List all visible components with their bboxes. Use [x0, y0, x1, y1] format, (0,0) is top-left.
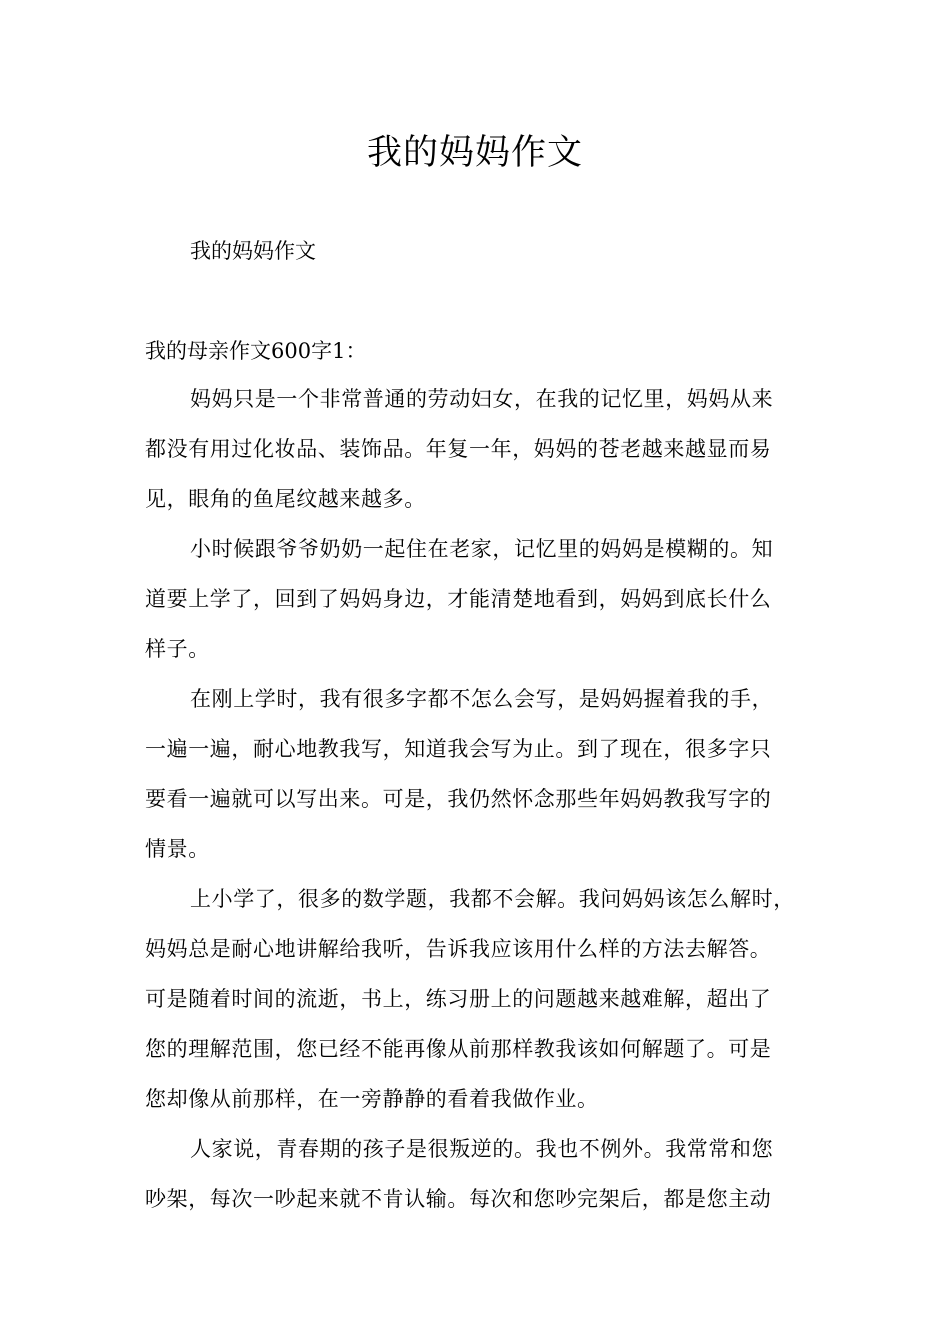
text-line: 在刚上学时，我有很多字都不怎么会写，是妈妈握着我的手， [190, 687, 774, 711]
essay-body [145, 378, 820, 1228]
text-line: 您却像从前那样，在一旁静静的看着我做作业。 [145, 1087, 599, 1111]
text-line: 样子。 [145, 637, 210, 661]
text-line: 您的理解范围，您已经不能再像从前那样教我该如何解题了。可是 [145, 1037, 772, 1061]
text-line: 情景。 [145, 837, 210, 861]
essay-heading: 我的母亲作文600字1： [145, 339, 367, 363]
document-title: 我的妈妈作文 [366, 133, 583, 173]
text-line: 可是随着时间的流逝，书上，练习册上的问题越来越难解，超出了 [145, 987, 772, 1011]
text-line: 要看一遍就可以写出来。可是，我仍然怀念那些年妈妈教我写字的 [145, 787, 772, 811]
text-line: 小时候跟爷爷奶奶一起住在老家，记忆里的妈妈是模糊的。知 [190, 537, 774, 561]
text-line: 吵架，每次一吵起来就不肯认输。每次和您吵完架后，都是您主动 [145, 1187, 772, 1211]
text-line: 一遍一遍，耐心地教我写，知道我会写为止。到了现在，很多字只 [145, 737, 772, 761]
text-line: 见，眼角的鱼尾纹越来越多。 [145, 487, 426, 511]
text-line: 上小学了，很多的数学题，我都不会解。我问妈妈该怎么解时， [190, 887, 795, 911]
document-subtitle: 我的妈妈作文 [190, 239, 316, 263]
text-line: 妈妈只是一个非常普通的劳动妇女，在我的记忆里，妈妈从来 [190, 387, 774, 411]
text-line: 人家说，青春期的孩子是很叛逆的。我也不例外。我常常和您 [190, 1137, 774, 1161]
text-line: 都没有用过化妆品、装饰品。年复一年，妈妈的苍老越来越显而易 [145, 437, 772, 461]
text-line: 道要上学了，回到了妈妈身边，才能清楚地看到，妈妈到底长什么 [145, 587, 772, 611]
text-line: 妈妈总是耐心地讲解给我听，告诉我应该用什么样的方法去解答。 [145, 937, 772, 961]
